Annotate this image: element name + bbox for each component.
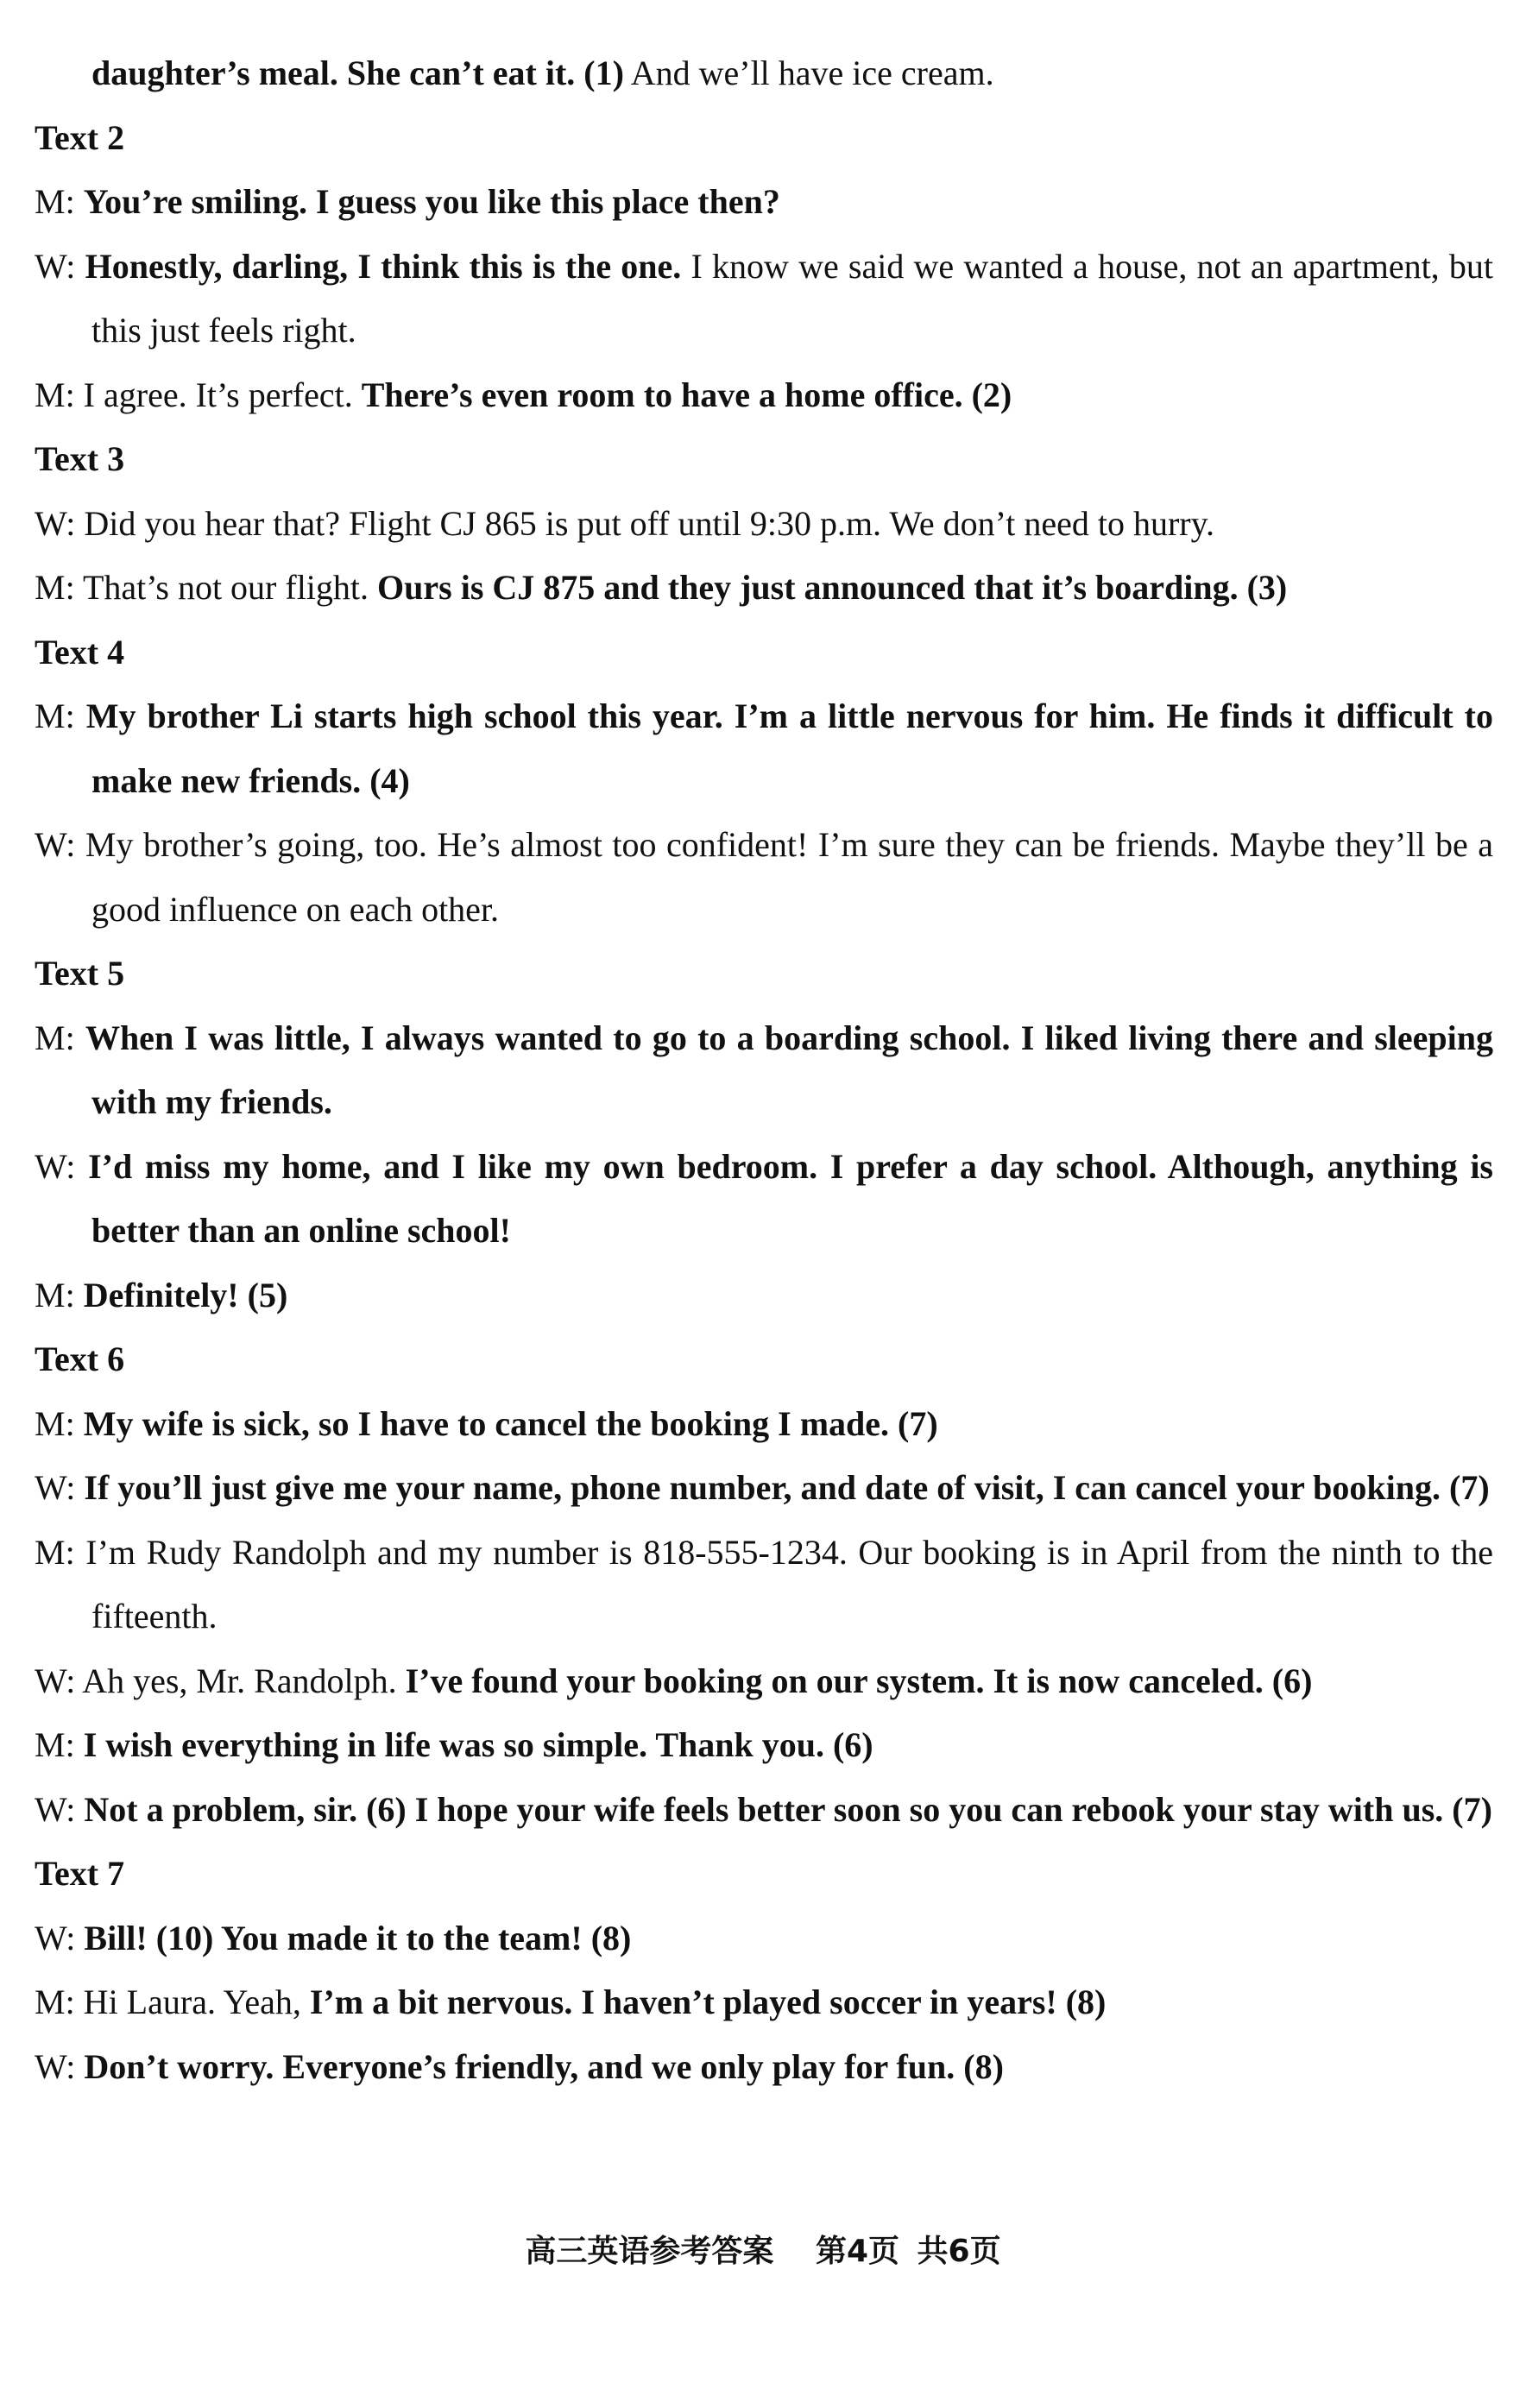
dialogue-text: M: I’m Rudy Randolph and my number is 818-555-1234. Our booking is in April from the ninth to the fifteenth.	[35, 1532, 1493, 1636]
dialogue-line	[35, 492, 1493, 557]
dialogue-line	[35, 1264, 1493, 1328]
dialogue-line	[35, 235, 1493, 363]
dialogue-line	[35, 41, 1493, 106]
dialogue-text: M: That’s not our flight.	[35, 568, 378, 607]
answer-highlight: daughter’s meal. She can’t eat it. (1)	[91, 54, 624, 92]
answer-highlight: I’m a bit nervous. I haven’t played soccer in years! (8)	[309, 1983, 1107, 2021]
dialogue-text: M: Hi Laura. Yeah,	[35, 1983, 310, 2021]
dialogue-line	[35, 556, 1493, 621]
dialogue-line	[35, 1456, 1493, 1521]
dialogue-line	[35, 1135, 1493, 1264]
footer-page-number	[816, 2234, 1001, 2269]
dialogue-text: M: I agree. It’s perfect.	[35, 375, 362, 414]
footer-total: 共6页	[917, 2234, 1001, 2269]
dialogue-text: W: My brother’s going, too. He’s almost too confident! I’m sure they can be friends. Maybe they’ll be a good influence on each other.	[35, 825, 1493, 929]
dialogue-text: W:	[35, 2046, 85, 2086]
dialogue-text: And we’ll have ice cream.	[623, 54, 994, 92]
dialogue-line	[35, 1907, 1493, 1971]
answer-highlight: Honestly, darling, I think this is the one.	[85, 246, 682, 286]
answer-highlight: Not a problem, sir. (6) I hope your wife feels better soon so you can rebook your stay with us. (7)	[84, 1789, 1492, 1829]
dialogue-line	[35, 813, 1493, 942]
answer-highlight: I’d miss my home, and I like my own bedroom. I prefer a day school. Although, anything is better than an online school!	[88, 1146, 1493, 1250]
page-footer	[0, 2227, 1526, 2271]
dialogue-line	[35, 2035, 1493, 2100]
dialogue-line	[35, 1006, 1493, 1135]
answer-highlight: Bill! (10) You made it to the team! (8)	[84, 1918, 632, 1957]
dialogue-line	[35, 1649, 1493, 1714]
footer-page: 第4页	[815, 2234, 899, 2269]
answer-highlight: Don’t worry. Everyone’s friendly, and we only play for fun. (8)	[84, 2046, 1004, 2086]
dialogue-line	[35, 1713, 1493, 1778]
dialogue-text: W:	[35, 1918, 85, 1957]
section-heading: Text 3	[35, 439, 125, 478]
answer-highlight: Ours is CJ 875 and they just announced that it’s boarding. (3)	[377, 568, 1288, 607]
dialogue-text: W:	[35, 1789, 85, 1829]
answer-highlight: Definitely! (5)	[83, 1275, 288, 1314]
dialogue-text: M:	[35, 1275, 84, 1314]
dialogue-text: W: Ah yes, Mr. Randolph.	[35, 1661, 406, 1700]
dialogue-text: M:	[35, 1725, 84, 1764]
dialogue-text: M:	[35, 1018, 85, 1057]
answer-highlight: I wish everything in life was so simple. Thank you. (6)	[83, 1725, 873, 1764]
section-heading: Text 4	[35, 632, 125, 671]
dialogue-line	[35, 684, 1493, 813]
dialogue-line	[35, 1778, 1493, 1843]
dialogue-line	[35, 170, 1493, 235]
dialogue-line	[35, 363, 1493, 428]
answer-highlight: My wife is sick, so I have to cancel the booking I made. (7)	[83, 1403, 938, 1443]
answer-highlight: I’ve found your booking on our system. It is now canceled. (6)	[405, 1661, 1313, 1700]
dialogue-text: W:	[35, 246, 85, 286]
dialogue-text: M:	[35, 182, 84, 221]
dialogue-text: I know we said we wanted a house, not an apartment, but this just feels right.	[91, 246, 1493, 350]
dialogue-text: M:	[35, 1403, 84, 1443]
dialogue-text: W:	[35, 1468, 85, 1507]
section-heading: Text 5	[35, 954, 125, 993]
answer-highlight: You’re smiling. I guess you like this place then?	[83, 182, 780, 221]
section-heading: Text 2	[35, 117, 125, 157]
answer-highlight: When I was little, I always wanted to go to a boarding school. I liked living there and sleeping with my friends.	[85, 1018, 1493, 1121]
answer-highlight: If you’ll just give me your name, phone number, and date of visit, I can cancel your booking. (7)	[84, 1468, 1490, 1507]
transcript-body	[35, 41, 1493, 2099]
dialogue-line	[35, 1521, 1493, 1649]
footer-title: 高三英语参考答案	[525, 2234, 774, 2269]
section-heading: Text 7	[35, 1854, 125, 1893]
dialogue-line	[35, 1392, 1493, 1457]
dialogue-text: W: Did you hear that? Flight CJ 865 is put off until 9:30 p.m. We don’t need to hurry.	[35, 503, 1215, 543]
dialogue-line	[35, 1970, 1493, 2035]
dialogue-text: W:	[35, 1146, 89, 1186]
answer-highlight: There’s even room to have a home office. (2)	[361, 375, 1012, 414]
section-heading: Text 6	[35, 1340, 125, 1378]
answer-highlight: My brother Li starts high school this year. I’m a little nervous for him. He finds it difficult to make new friends. (4)	[85, 697, 1493, 800]
dialogue-text: M:	[35, 697, 86, 735]
